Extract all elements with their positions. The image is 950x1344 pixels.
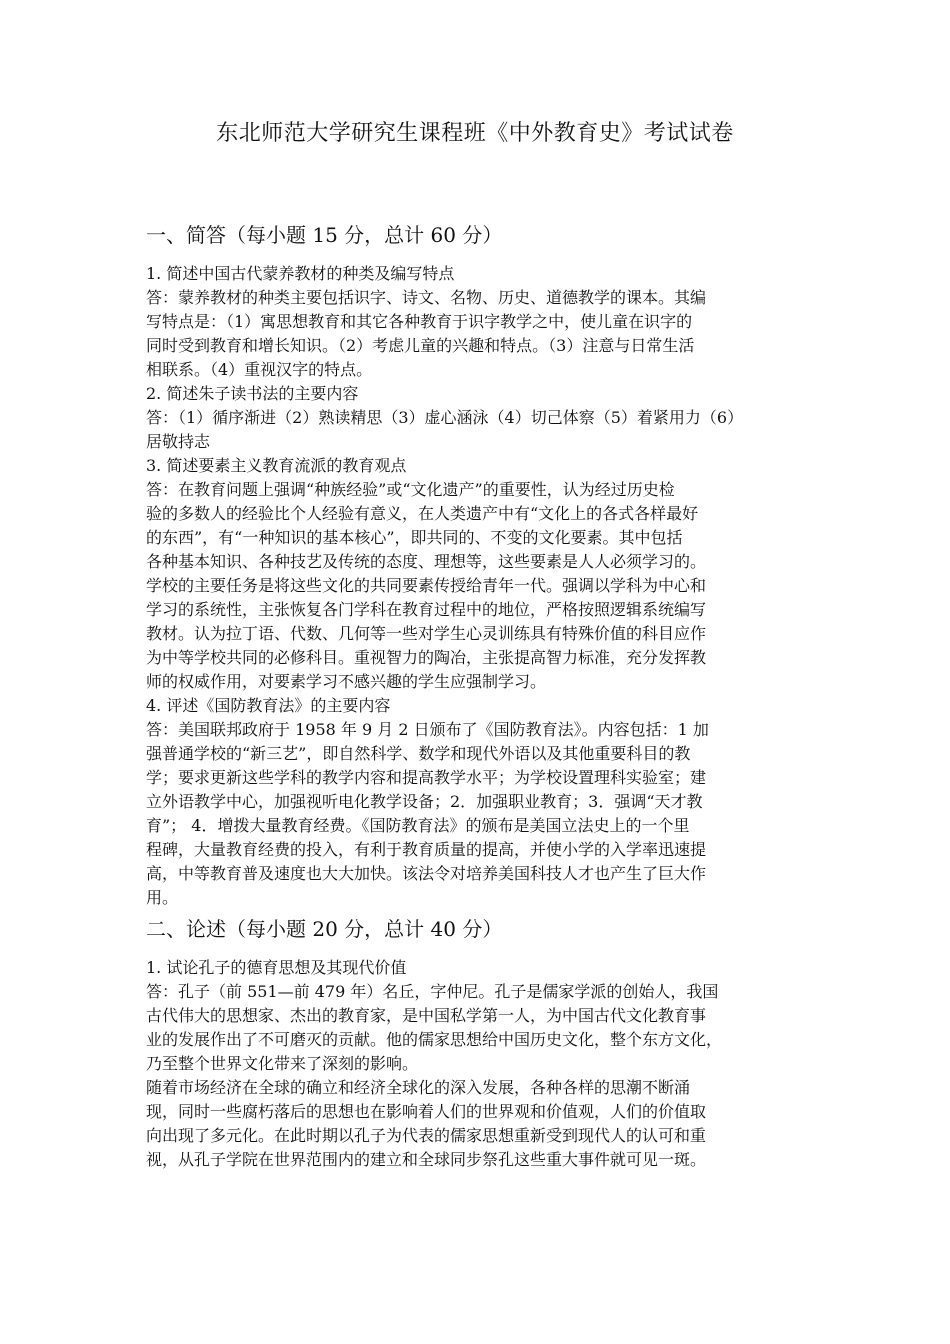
question-block — [146, 956, 836, 1172]
question-block — [146, 262, 836, 382]
answer-line: 用。 — [146, 888, 179, 907]
answer-line: 学；要求更新这些学科的教学内容和提高教学水平；为学校设置理科实验室；建 — [146, 768, 707, 787]
answer-line: 答：美国联邦政府于 1958 年 9 月 2 日颁布了《国防教育法》。内容包括：1 加 — [146, 720, 709, 739]
section-essay — [146, 912, 836, 1172]
question-text: 3. 简述要素主义教育流派的教育观点 — [146, 456, 407, 475]
answer-line: 程碑，大量教育经费的投入，有利于教育质量的提高，并使小学的入学率迅速提 — [146, 840, 707, 859]
question-block — [146, 382, 836, 454]
answer-line: 答：蒙养教材的种类主要包括识字、诗文、名物、历史、道德教学的课本。其编 — [146, 288, 707, 307]
question-block — [146, 454, 836, 694]
question-block — [146, 694, 836, 910]
answer-line: 立外语教学中心，加强视听电化教学设备；2．加强职业教育；3．强调“天才教 — [146, 792, 703, 811]
answer-line: 验的多数人的经验比个人经验有意义，在人类遗产中有“文化上的各式各样最好 — [146, 504, 699, 523]
section-heading: 一、简答（每小题 15 分，总计 60 分） — [146, 223, 503, 247]
section-short-answer — [146, 218, 836, 910]
answer-line: 答：（1）循序渐进（2）熟读精思（3）虚心涵泳（4）切己体察（5）着紧用力（6） — [146, 408, 744, 427]
answer-line: 各种基本知识、各种技艺及传统的态度、理想等，这些要素是人人必须学习的。 — [146, 552, 707, 571]
question-text: 4. 评述《国防教育法》的主要内容 — [146, 696, 391, 715]
question-text: 1. 试论孔子的德育思想及其现代价值 — [146, 958, 407, 977]
answer-line: 乃至整个世界文化带来了深刻的影响。 — [146, 1054, 419, 1073]
document-body — [146, 218, 836, 1172]
answer-line: 居敬持志 — [146, 432, 211, 451]
answer-line: 现，同时一些腐朽落后的思想也在影响着人们的世界观和价值观，人们的价值取 — [146, 1102, 707, 1121]
answer-line: 育”； 4．增拨大量教育经费。《国防教育法》的颁布是美国立法史上的一个里 — [146, 816, 690, 835]
question-text: 1. 简述中国古代蒙养教材的种类及编写特点 — [146, 264, 455, 283]
answer-line: 学校的主要任务是将这些文化的共同要素传授给青年一代。强调以学科为中心和 — [146, 576, 707, 595]
answer-line: 向出现了多元化。在此时期以孔子为代表的儒家思想重新受到现代人的认可和重 — [146, 1126, 707, 1145]
answer-line: 的东西”，有“一种知识的基本核心”，即共同的、不变的文化要素。其中包括 — [146, 528, 683, 547]
answer-line: 强普通学校的“新三艺”，即自然科学、数学和现代外语以及其他重要科目的教 — [146, 744, 691, 763]
answer-line: 师的权威作用，对要素学习不感兴趣的学生应强制学习。 — [146, 672, 547, 691]
answer-line: 写特点是：（1）寓思想教育和其它各种教育于识字教学之中，使儿童在识字的 — [146, 312, 693, 331]
answer-line: 教材。认为拉丁语、代数、几何等一些对学生心灵训练具有特殊价值的科目应作 — [146, 624, 707, 643]
answer-line: 学习的系统性，主张恢复各门学科在教育过程中的地位，严格按照逻辑系统编写 — [146, 600, 707, 619]
answer-line: 视，从孔子学院在世界范围内的建立和全球同步祭孔这些重大事件就可见一斑。 — [146, 1150, 707, 1169]
answer-line: 相联系。（4）重视汉字的特点。 — [146, 360, 373, 379]
question-text: 2. 简述朱子读书法的主要内容 — [146, 384, 359, 403]
section-heading: 二、论述（每小题 20 分，总计 40 分） — [146, 917, 503, 941]
answer-line: 业的发展作出了不可磨灭的贡献。他的儒家思想给中国历史文化，整个东方文化， — [146, 1030, 723, 1049]
answer-line: 高，中等教育普及速度也大大加快。该法令对培养美国科技人才也产生了巨大作 — [146, 864, 707, 883]
answer-line: 答：孔子（前 551—前 479 年）名丘，字仲尼。孔子是儒家学派的创始人，我国 — [146, 982, 719, 1001]
answer-line: 同时受到教育和增长知识。（2）考虑儿童的兴趣和特点。（3）注意与日常生活 — [146, 336, 695, 355]
document-title: 东北师范大学研究生课程班《中外教育史》考试试卷 — [216, 121, 734, 146]
answer-line: 随着市场经济在全球的确立和经济全球化的深入发展，各种各样的思潮不断涌 — [146, 1078, 691, 1097]
answer-line: 答：在教育问题上强调“种族经验”或“文化遗产”的重要性，认为经过历史检 — [146, 480, 675, 499]
answer-line: 古代伟大的思想家、杰出的教育家，是中国私学第一人，为中国古代文化教育事 — [146, 1006, 707, 1025]
answer-line: 为中等学校共同的必修科目。重视智力的陶冶，主张提高智力标准，充分发挥教 — [146, 648, 707, 667]
